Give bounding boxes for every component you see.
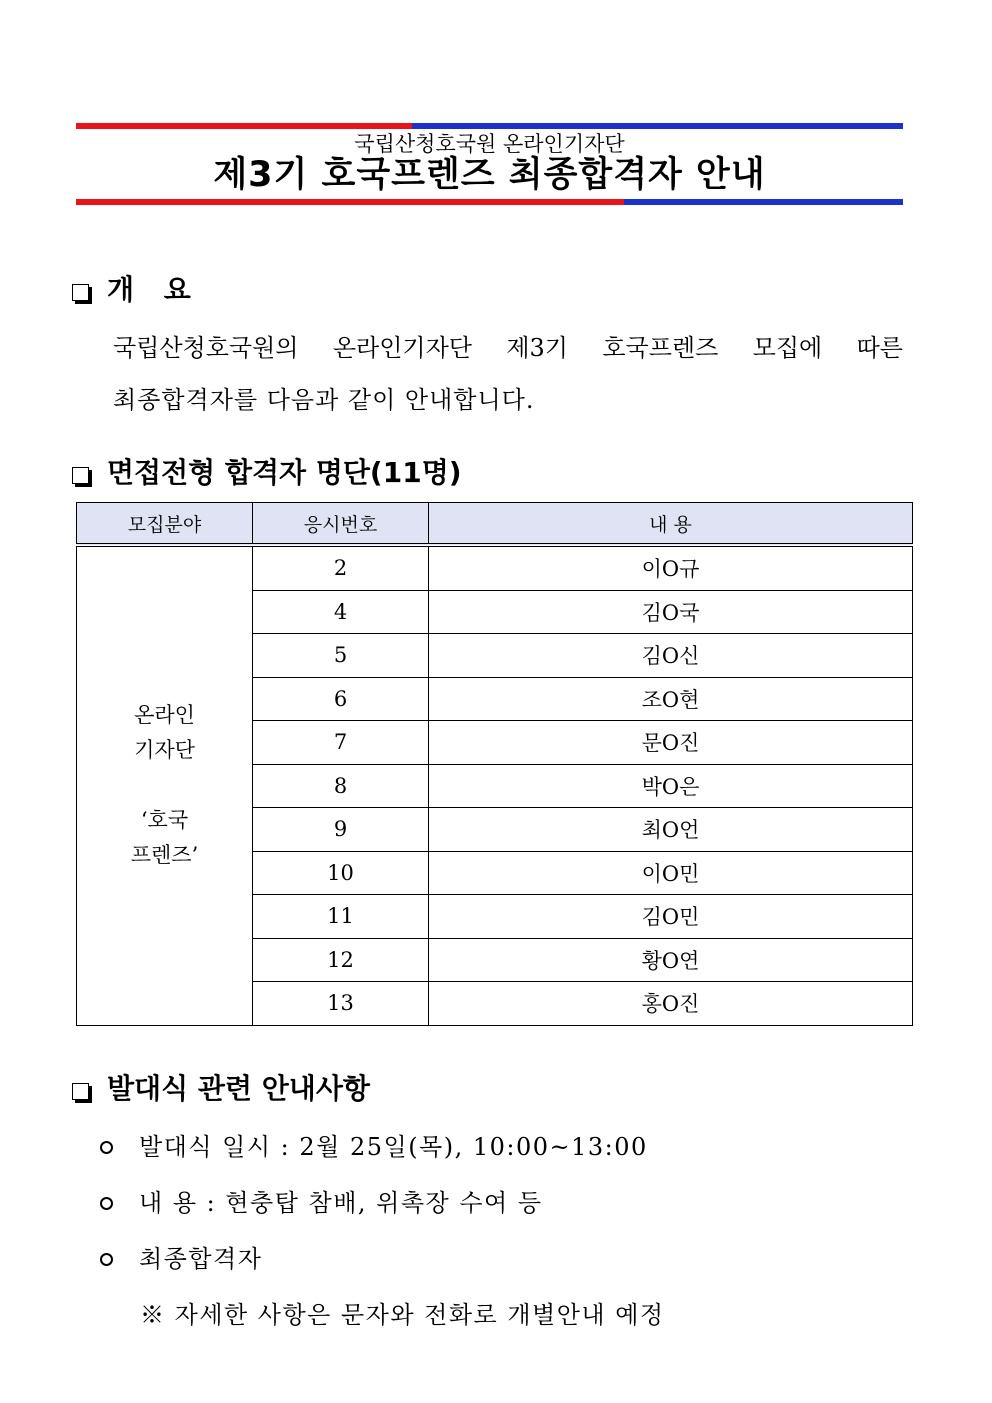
applicant-number: 9 — [253, 808, 429, 852]
applicant-name: 황O연 — [429, 938, 913, 982]
applicant-name: 조O현 — [429, 677, 913, 721]
circle-bullet-icon — [100, 1253, 113, 1266]
category-line: ‘호국 — [140, 808, 189, 833]
applicant-number: 6 — [253, 677, 429, 721]
overview-line-1: 국립산청호국원의 온라인기자단 제3기 호국프렌즈 모집에 따른 — [113, 334, 903, 362]
checkbox-bullet-icon — [72, 1083, 89, 1100]
applicant-name: 박O은 — [429, 764, 913, 808]
section-heading-list — [72, 455, 462, 491]
overview-line-2: 최종합격자를 다음과 같이 안내합니다. — [113, 386, 535, 414]
category-line: 프렌즈’ — [130, 843, 199, 868]
applicant-number: 7 — [253, 721, 429, 765]
section-heading-text: 개 요 — [107, 273, 201, 306]
header-bottom-bar — [76, 199, 903, 205]
applicant-number: 2 — [253, 545, 429, 590]
applicant-number: 5 — [253, 634, 429, 678]
ceremony-item-text: 발대식 일시 : 2월 25일(목), 10:00~13:00 — [139, 1133, 648, 1161]
applicant-name: 김O민 — [429, 895, 913, 939]
table-row — [77, 545, 913, 590]
checkbox-bullet-icon — [72, 284, 89, 301]
roster-table — [76, 502, 913, 1026]
circle-bullet-icon — [100, 1141, 113, 1154]
column-header-number: 응시번호 — [253, 503, 429, 546]
column-header-content: 내 용 — [429, 503, 913, 546]
applicant-number: 12 — [253, 938, 429, 982]
category-spacer — [77, 768, 252, 803]
category-cell — [77, 545, 253, 1025]
applicant-number: 11 — [253, 895, 429, 939]
header-top-bar — [76, 123, 903, 129]
checkbox-bullet-icon — [72, 467, 89, 484]
applicant-number: 13 — [253, 982, 429, 1026]
ceremony-item-content — [100, 1183, 543, 1223]
applicant-name: 김O신 — [429, 634, 913, 678]
header-bottom-bar-blue — [624, 199, 903, 205]
applicant-name: 문O진 — [429, 721, 913, 765]
category-line: 기자단 — [134, 738, 195, 763]
section-heading-text: 면접전형 합격자 명단(11명) — [107, 456, 462, 489]
ceremony-item-text: 최종합격자 — [139, 1245, 263, 1273]
header-bottom-bar-red — [76, 199, 624, 205]
applicant-name: 홍O진 — [429, 982, 913, 1026]
header-top-bar-blue — [412, 123, 903, 129]
ceremony-item-text: 내 용 : 현충탑 참배, 위촉장 수여 등 — [139, 1189, 543, 1217]
table-header-row — [77, 503, 913, 546]
circle-bullet-icon — [100, 1197, 113, 1210]
page-title: 제3기 호국프렌즈 최종합격자 안내 — [213, 155, 766, 195]
header-top-bar-red — [76, 123, 412, 129]
section-heading-overview — [72, 272, 201, 308]
category-line: 온라인 — [134, 703, 195, 728]
applicant-name: 이O규 — [429, 545, 913, 590]
applicant-name: 김O국 — [429, 590, 913, 634]
column-header-category: 모집분야 — [77, 503, 253, 546]
applicant-name: 이O민 — [429, 851, 913, 895]
ceremony-item-date — [100, 1127, 648, 1167]
ceremony-note: ※ 자세한 사항은 문자와 전화로 개별안내 예정 — [140, 1301, 665, 1329]
applicant-number: 10 — [253, 851, 429, 895]
header-subtitle: 국립산청호국원 온라인기자단 — [354, 132, 625, 156]
applicant-number: 4 — [253, 590, 429, 634]
applicant-name: 최O언 — [429, 808, 913, 852]
section-heading-text: 발대식 관련 안내사항 — [107, 1072, 370, 1105]
section-heading-ceremony — [72, 1071, 370, 1107]
ceremony-item-finalists — [100, 1239, 262, 1279]
applicant-number: 8 — [253, 764, 429, 808]
